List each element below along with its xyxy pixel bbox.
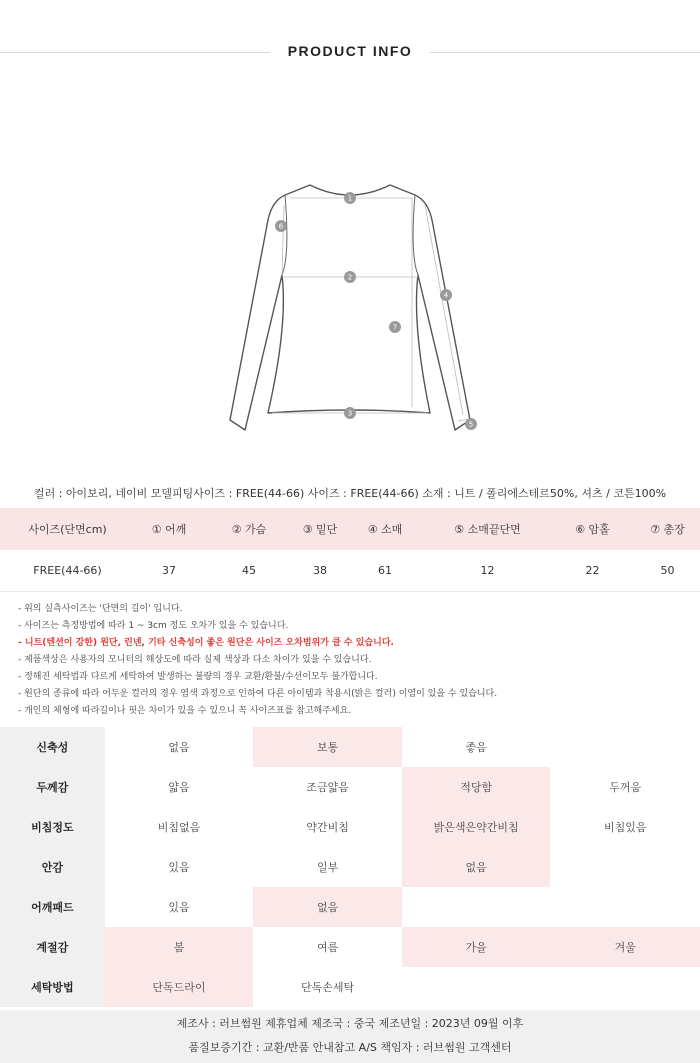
svg-text:5: 5	[468, 420, 474, 429]
attribute-label: 두께감	[0, 767, 105, 807]
note-item: - 사이즈는 측정방법에 따라 1 ~ 3cm 정도 오차가 있을 수 있습니다.	[18, 621, 289, 631]
note-item: - 니트(텐션이 강한) 원단, 린넨, 기타 신축성이 좋은 원단은 사이즈 오차범위가 클 수 있습니다.	[18, 638, 394, 648]
attribute-label: 세탁방법	[0, 967, 105, 1007]
attribute-label: 안감	[0, 847, 105, 887]
measurement-marker	[465, 418, 477, 430]
attribute-option: 보통	[253, 727, 402, 767]
attribute-option	[550, 967, 700, 1007]
svg-text:6: 6	[278, 222, 284, 231]
footer-manufacturer-line: 제조사 : 러브썸원 제휴업체 제조국 : 중국 제조년일 : 2023년 09월 이후	[176, 1017, 524, 1030]
note-item: - 정해진 세탁법과 다르게 세탁하여 발생하는 불량의 경우 교환/환불/수선이모두 불가합니다.	[18, 672, 378, 682]
measurement-marker	[344, 271, 356, 283]
attribute-option: 없음	[402, 847, 551, 887]
note-item: - 개인의 체형에 따라길이나 핏은 차이가 있을 수 있으니 꼭 사이즈표를 참고해주세요.	[18, 706, 352, 716]
attribute-option: 단독손세탁	[301, 981, 355, 994]
size-cell: 50	[660, 564, 675, 577]
attribute-option: 적당함	[402, 767, 551, 807]
attribute-label: 신축성	[0, 727, 105, 767]
size-cell: 45	[242, 564, 256, 577]
table-row	[0, 550, 700, 592]
attribute-row	[0, 727, 700, 767]
attribute-row	[0, 887, 700, 927]
size-cell: 61	[378, 564, 392, 577]
size-cell: 22	[585, 564, 600, 577]
attribute-option: 가을	[402, 927, 551, 967]
size-cell: 12	[480, 564, 495, 577]
footer-info	[0, 1010, 700, 1063]
size-header-cell: ⑦ 총장	[650, 523, 685, 536]
measurement-marker	[344, 407, 356, 419]
attribute-option: 좋음	[465, 741, 487, 754]
attribute-option: 두꺼움	[609, 781, 642, 794]
attribute-row	[0, 807, 700, 847]
attribute-option: 약간비침	[306, 821, 349, 834]
page-title: PRODUCT INFO	[287, 43, 413, 59]
attribute-label: 비침정도	[0, 807, 105, 847]
attribute-option: 얇음	[168, 781, 190, 794]
size-header-cell: ② 가슴	[231, 523, 267, 536]
note-item: - 위의 실측사이즈는 '단면의 길이' 입니다.	[18, 604, 183, 614]
svg-text:4: 4	[443, 291, 449, 300]
attribute-row	[0, 967, 700, 1007]
measurement-marker	[344, 192, 356, 204]
measurement-marker	[275, 220, 287, 232]
attribute-row	[0, 847, 700, 887]
attribute-option	[402, 967, 551, 1007]
footer-warranty-line: 품질보증기간 : 교환/반품 안내참고 A/S 책임자 : 러브썸원 고객센터	[188, 1041, 512, 1054]
size-header-cell: ① 어깨	[151, 523, 187, 536]
attribute-option	[550, 727, 700, 767]
attribute-option: 없음	[168, 741, 190, 754]
attribute-label: 계절감	[0, 927, 105, 967]
attribute-option: 있음	[168, 901, 190, 914]
attribute-option	[402, 887, 551, 927]
measurement-marker	[440, 289, 452, 301]
attribute-option: 여름	[316, 941, 339, 954]
attribute-option: 밝은색은약간비침	[402, 807, 551, 847]
attribute-row	[0, 927, 700, 967]
attribute-option: 단독드라이	[105, 967, 254, 1007]
attribute-option: 봄	[105, 927, 254, 967]
attribute-option: 조금얇음	[306, 781, 349, 794]
product-info-header	[0, 0, 700, 105]
garment-measurement-diagram	[200, 175, 500, 445]
size-table	[0, 508, 700, 592]
size-cell: 37	[162, 564, 176, 577]
attribute-option: 없음	[253, 887, 402, 927]
svg-text:3: 3	[347, 409, 353, 418]
size-notes	[18, 601, 698, 720]
size-header-cell: ⑤ 소매끝단면	[454, 523, 521, 536]
size-header-cell: ④ 소매	[367, 523, 403, 536]
size-header-cell: ③ 밑단	[302, 523, 338, 536]
attribute-table	[0, 727, 700, 1007]
product-summary-line: 컬러 : 아이보리, 네이비 모델피팅사이즈 : FREE(44-66) 사이즈 : FREE(44-66) 소재 : 니트 / 폴리에스테르50%, 셔츠 / 코튼100%	[33, 487, 667, 500]
size-header-cell: ⑥ 암홀	[575, 523, 610, 536]
attribute-option: 있음	[168, 861, 190, 874]
attribute-row	[0, 767, 700, 807]
measurement-marker	[389, 321, 401, 333]
attribute-option: 겨울	[550, 927, 700, 967]
attribute-option: 일부	[316, 861, 339, 874]
note-item: - 원단의 종류에 따라 어두운 컬러의 경우 염색 과정으로 인하여 다른 아이템과 착용시(밝은 컬러) 이염이 있을 수 있습니다.	[18, 689, 498, 699]
size-header-cell: 사이즈(단면cm)	[28, 523, 107, 536]
divider-right	[430, 52, 700, 53]
svg-text:1: 1	[347, 194, 353, 203]
size-table-header	[0, 508, 700, 550]
attribute-option: 비침있음	[603, 821, 647, 834]
size-cell: 38	[313, 564, 327, 577]
note-item: - 제품색상은 사용자의 모니터의 해상도에 따라 실제 색상과 다소 차이가 있을 수 있습니다.	[18, 655, 372, 665]
attribute-option	[550, 887, 700, 927]
attribute-label: 어깨패드	[0, 887, 105, 927]
attribute-option	[550, 847, 700, 887]
svg-text:2: 2	[347, 273, 353, 282]
svg-text:7: 7	[392, 323, 398, 332]
attribute-option: 비침없음	[157, 821, 201, 834]
size-cell: FREE(44-66)	[33, 564, 102, 577]
